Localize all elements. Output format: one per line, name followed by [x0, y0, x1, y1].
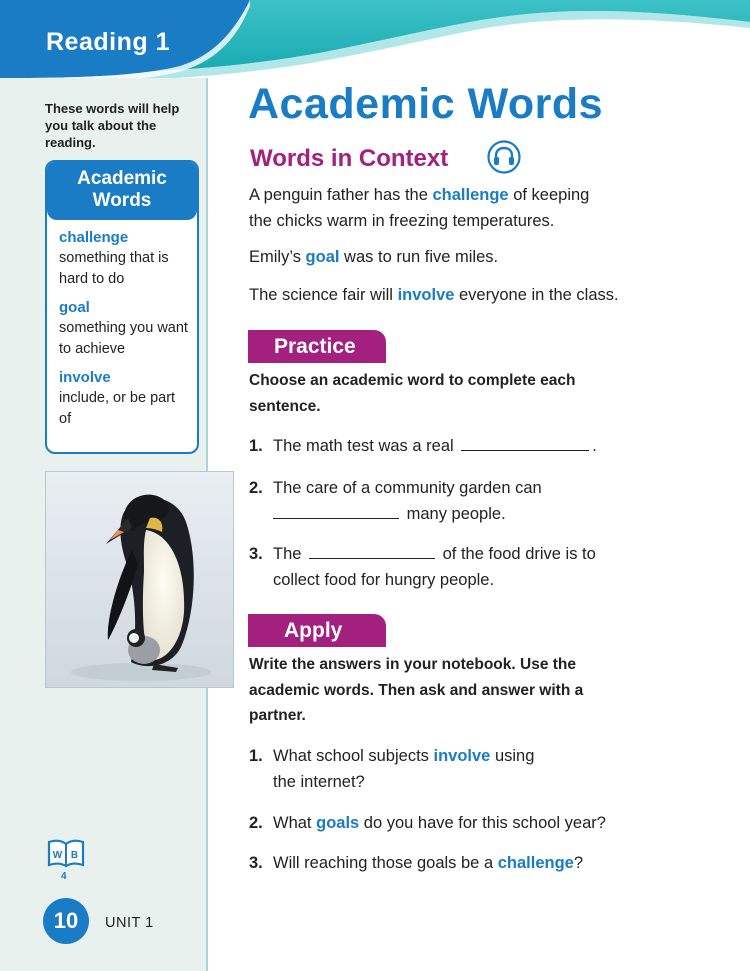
word-definition: include, or be part of	[59, 390, 176, 427]
page-number: 10	[43, 898, 89, 944]
section-label: Reading 1	[46, 28, 170, 56]
academic-words-box	[45, 160, 199, 454]
page-title: Academic Words	[248, 80, 604, 128]
answer-blank[interactable]	[309, 557, 435, 559]
sidebar-intro: These words will help you talk about the reading.	[45, 101, 180, 150]
keyword: involve	[397, 286, 455, 304]
keyword: involve	[433, 747, 491, 765]
answer-blank[interactable]	[461, 449, 589, 451]
workbook-letter-b: B	[70, 850, 79, 861]
practice-item-3: 3. The of the food drive is to collect food for hungry people.	[249, 545, 596, 589]
word-entry-goal	[47, 298, 197, 360]
keyword: goals	[316, 814, 360, 832]
apply-instruction: Write the answers in your notebook. Use the academic words. Then ask and answer with a partner.	[249, 656, 584, 724]
apply-item-2: 2. What goals do you have for this school year?	[249, 814, 606, 832]
section-subtitle: Words in Context	[250, 145, 449, 172]
academic-words-box-title: Academic Words	[47, 162, 197, 220]
context-sentence-2: Emily’s goal was to run five miles.	[249, 248, 499, 266]
keyword: goal	[305, 248, 340, 266]
context-sentence-1: A penguin father has the challenge of keeping the chicks warm in freezing temperatures.	[249, 186, 590, 230]
apply-item-1: 1. What school subjects involve using the internet?	[249, 747, 535, 791]
word-term: goal	[59, 299, 90, 316]
practice-item-2: 2. The care of a community garden can many people.	[249, 479, 542, 523]
word-term: challenge	[59, 229, 129, 246]
answer-blank[interactable]	[273, 517, 399, 519]
practice-item-1: 1. The math test was a real .	[249, 437, 597, 455]
keyword: challenge	[432, 186, 509, 204]
keyword: challenge	[497, 854, 574, 872]
word-term: involve	[59, 369, 111, 386]
word-definition: something you want to achieve	[59, 320, 188, 357]
workbook-icon	[47, 838, 85, 868]
context-sentence-3: The science fair will involve everyone in the class.	[249, 286, 619, 304]
apply-heading: Apply	[248, 614, 386, 647]
headphones-icon[interactable]	[487, 140, 521, 174]
word-definition: something that is hard to do	[59, 250, 169, 287]
word-entry-involve	[47, 368, 197, 430]
practice-heading: Practice	[248, 330, 386, 363]
unit-label: UNIT 1	[105, 915, 154, 931]
workbook-letter-w: W	[52, 850, 63, 861]
practice-instruction: Choose an academic word to complete each sentence.	[249, 372, 576, 415]
word-entry-challenge	[47, 228, 197, 290]
apply-item-3: 3. Will reaching those goals be a challenge?	[249, 854, 584, 872]
penguin-photo	[45, 471, 234, 688]
workbook-page: 4	[61, 871, 67, 882]
